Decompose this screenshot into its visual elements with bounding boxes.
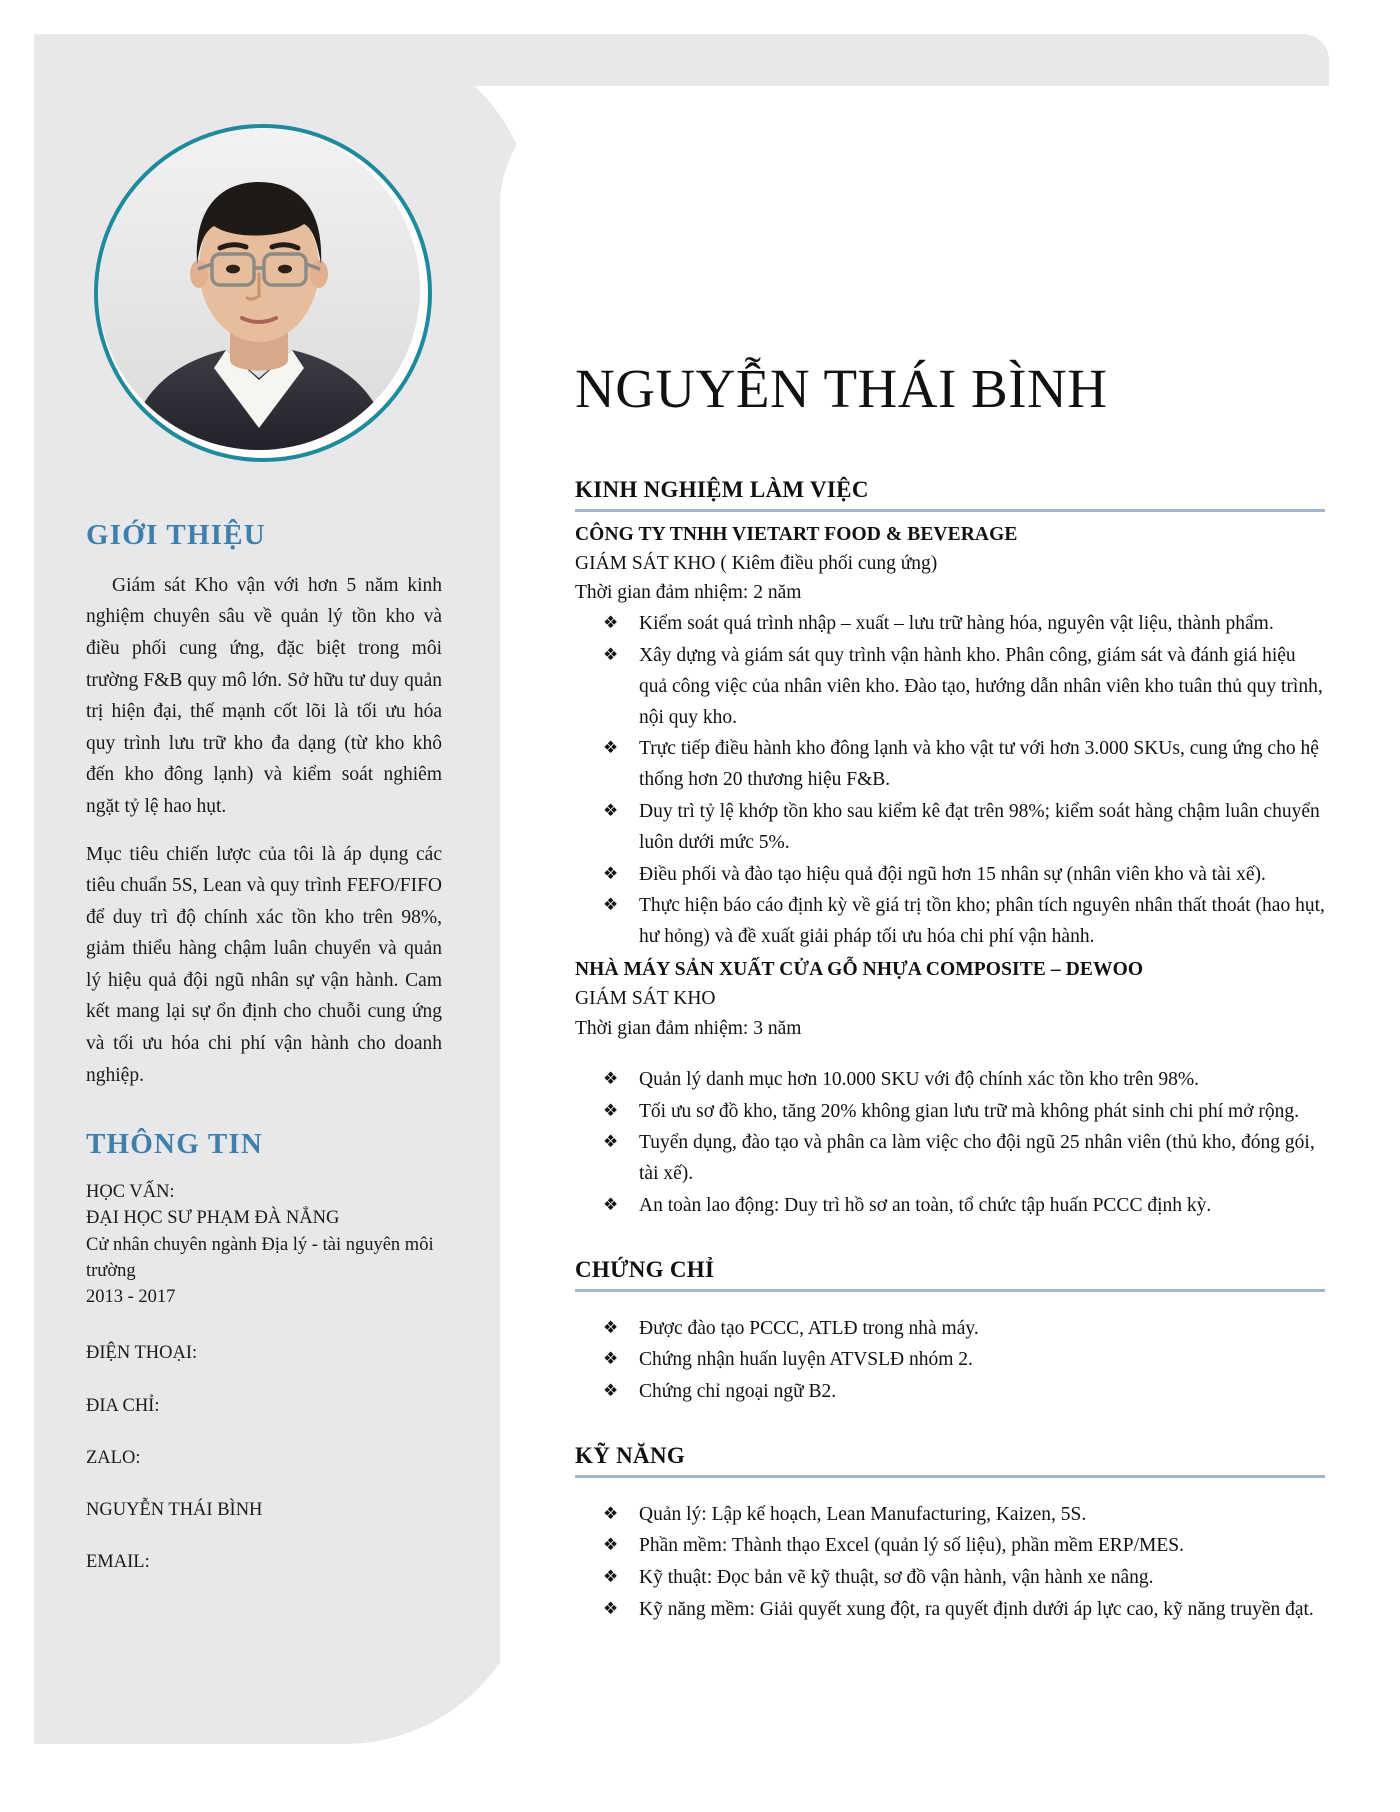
section-heading-info: THÔNG TIN (86, 1128, 264, 1161)
intro-paragraph-2: Mục tiêu chiến lược của tôi là áp dụng các tiêu chuẩn 5S, Lean và quy trình FEFO/FIFO để duy trì độ chính xác tồn kho trên 98%, giảm thiểu hàng chậm luân chuyển và quản lý hiệu quả đội ngũ nhân sự vận hành. Cam kết mang lại sự ổn định cho chuỗi cung ứng và tối ưu hóa chi phí vận hành cho doanh nghiệp. (86, 843, 442, 1086)
job-bullet-list (575, 1065, 1325, 1222)
intro-paragraph-1: Giám sát Kho vận với hơn 5 năm kinh nghiệm chuyên sâu về quản lý tồn kho và điều phối cung ứng, đặc biệt trong môi trường F&B quy mô lớn. Sở hữu tư duy quản trị hiện đại, thế mạnh cốt lõi là tối ưu hóa quy trình lưu trữ kho đa dạng (từ kho khô đến kho đông lạnh) và kiểm soát nghiêm ngặt tỷ lệ hao hụt. (86, 574, 442, 817)
education-label: HỌC VẤN: (86, 1182, 175, 1203)
bullet-diamond-icon: ❖ (603, 1567, 619, 1587)
job-bullet-list (575, 609, 1325, 953)
education-degree: Cử nhân chuyên ngành Địa lý - tài nguyên môi trường (86, 1234, 434, 1281)
list-item (575, 1314, 1325, 1345)
spacer (86, 1419, 442, 1445)
section-heading-skills: KỸ NĂNG (575, 1442, 1325, 1478)
bullet-diamond-icon: ❖ (603, 1599, 619, 1619)
list-item (575, 1563, 1325, 1594)
list-item-text: Thực hiện báo cáo định kỳ về giá trị tồn kho; phân tích nguyên nhân thất thoát (hao hụt, hư hỏng) và đề xuất giải pháp tối ưu hóa chi phí vận hành. (639, 895, 1325, 948)
zalo-label: ZALO: (86, 1447, 141, 1468)
list-item (575, 1531, 1325, 1562)
section-heading-experience: KINH NGHIỆM LÀM VIỆC (575, 476, 1325, 512)
list-item-text: Tuyển dụng, đào tạo và phân ca làm việc cho đội ngũ 25 nhân viên (thủ kho, đóng gói, tài xế). (639, 1132, 1315, 1185)
list-item-text: An toàn lao động: Duy trì hồ sơ an toàn, tổ chức tập huấn PCCC định kỳ. (639, 1194, 1212, 1216)
spacer (86, 1367, 442, 1393)
list-item (575, 1065, 1325, 1096)
bullet-diamond-icon: ❖ (603, 1317, 619, 1337)
bullet-diamond-icon: ❖ (603, 1349, 619, 1369)
list-item (575, 1500, 1325, 1531)
zalo-value: NGUYỄN THÁI BÌNH (86, 1500, 263, 1521)
bullet-diamond-icon: ❖ (603, 801, 619, 821)
job-role: GIÁM SÁT KHO (575, 988, 716, 1010)
list-item (575, 641, 1325, 733)
list-item-text: Quản lý danh mục hơn 10.000 SKU với độ chính xác tồn kho trên 98%. (639, 1068, 1200, 1090)
list-item-text: Điều phối và đào tạo hiệu quả đội ngũ hơn 15 nhân sự (nhân viên kho và tài xế). (639, 863, 1266, 885)
list-item (575, 1595, 1325, 1626)
spacer (86, 1523, 442, 1549)
bullet-diamond-icon: ❖ (603, 1381, 619, 1401)
list-item-text: Kỹ năng mềm: Giải quyết xung đột, ra quyết định dưới áp lực cao, kỹ năng truyền đạt. (639, 1599, 1314, 1621)
portrait-photo (98, 128, 428, 458)
bullet-diamond-icon: ❖ (603, 613, 619, 633)
contact-info-block (86, 1179, 442, 1576)
spacer (86, 1471, 442, 1497)
bullet-diamond-icon: ❖ (603, 645, 619, 665)
list-item-text: Xây dựng và giám sát quy trình vận hành kho. Phân công, giám sát và đánh giá hiệu quả công việc của nhân viên kho. Đào tạo, hướng dẫn nhân viên kho tuân thủ quy trình, nội quy kho. (639, 645, 1323, 728)
list-item (575, 609, 1325, 640)
bullet-diamond-icon: ❖ (603, 1503, 619, 1523)
bullet-diamond-icon: ❖ (603, 1194, 619, 1214)
phone-label: ĐIỆN THOẠI: (86, 1343, 198, 1364)
spacer (86, 1310, 442, 1340)
bullet-diamond-icon: ❖ (603, 895, 619, 915)
section-heading-certificates: CHỨNG CHỈ (575, 1256, 1325, 1292)
bullet-diamond-icon: ❖ (603, 738, 619, 758)
page-title: NGUYỄN THÁI BÌNH (575, 358, 1108, 419)
list-item (575, 1377, 1325, 1408)
job-period: Thời gian đảm nhiệm: 3 năm (575, 1017, 802, 1039)
list-item (575, 891, 1325, 953)
list-item-text: Trực tiếp điều hành kho đông lạnh và kho vật tư với hơn 3.000 SKUs, cung ứng cho hệ thống hơn 20 thương hiệu F&B. (639, 738, 1319, 791)
job-company: CÔNG TY TNHH VIETART FOOD & BEVERAGE (575, 523, 1018, 545)
list-item (575, 1097, 1325, 1128)
avatar (94, 124, 432, 462)
bullet-diamond-icon: ❖ (603, 1100, 619, 1120)
education-years: 2013 - 2017 (86, 1287, 176, 1308)
list-item (575, 797, 1325, 859)
bullet-diamond-icon: ❖ (603, 1535, 619, 1555)
email-label: EMAIL: (86, 1552, 150, 1573)
list-item-text: Kỹ thuật: Đọc bản vẽ kỹ thuật, sơ đồ vận hành, vận hành xe nâng. (639, 1567, 1154, 1589)
bullet-diamond-icon: ❖ (603, 863, 619, 883)
section-heading-intro: GIỚI THIỆU (86, 519, 266, 551)
list-item-text: Phần mềm: Thành thạo Excel (quản lý số liệu), phần mềm ERP/MES. (639, 1535, 1185, 1557)
list-item (575, 734, 1325, 796)
list-item-text: Kiểm soát quá trình nhập – xuất – lưu trữ hàng hóa, nguyên vật liệu, thành phẩm. (639, 613, 1274, 635)
experience-item (575, 520, 1325, 954)
experience-item (575, 955, 1325, 1222)
certificate-list (575, 1314, 1325, 1408)
list-item-text: Quản lý: Lập kế hoạch, Lean Manufacturing, Kaizen, 5S. (639, 1503, 1087, 1525)
list-item (575, 1191, 1325, 1222)
list-item-text: Chứng chỉ ngoại ngữ B2. (639, 1381, 837, 1403)
skill-list (575, 1500, 1325, 1626)
bullet-diamond-icon: ❖ (603, 1132, 619, 1152)
job-role: GIÁM SÁT KHO ( Kiêm điều phối cung ứng) (575, 552, 938, 574)
list-item-text: Duy trì tỷ lệ khớp tồn kho sau kiểm kê đạt trên 98%; kiểm soát hàng chậm luân chuyển luôn dưới mức 5%. (639, 801, 1320, 853)
address-label: ĐIA CHỈ: (86, 1395, 160, 1416)
job-company: NHÀ MÁY SẢN XUẤT CỬA GỖ NHỰA COMPOSITE – DEWOO (575, 959, 1144, 981)
sidebar-content (86, 520, 442, 1576)
bullet-diamond-icon: ❖ (603, 1068, 619, 1088)
main-content (575, 0, 1325, 1627)
list-item (575, 1128, 1325, 1190)
list-item-text: Tối ưu sơ đồ kho, tăng 20% không gian lưu trữ mà không phát sinh chi phí mở rộng. (639, 1100, 1300, 1122)
list-item (575, 1345, 1325, 1376)
list-item-text: Chứng nhận huấn luyện ATVSLĐ nhóm 2. (639, 1349, 973, 1371)
list-item-text: Được đào tạo PCCC, ATLĐ trong nhà máy. (639, 1317, 979, 1339)
education-school: ĐẠI HỌC SƯ PHẠM ĐÀ NẲNG (86, 1208, 340, 1229)
job-period: Thời gian đảm nhiệm: 2 năm (575, 582, 802, 603)
list-item (575, 860, 1325, 891)
